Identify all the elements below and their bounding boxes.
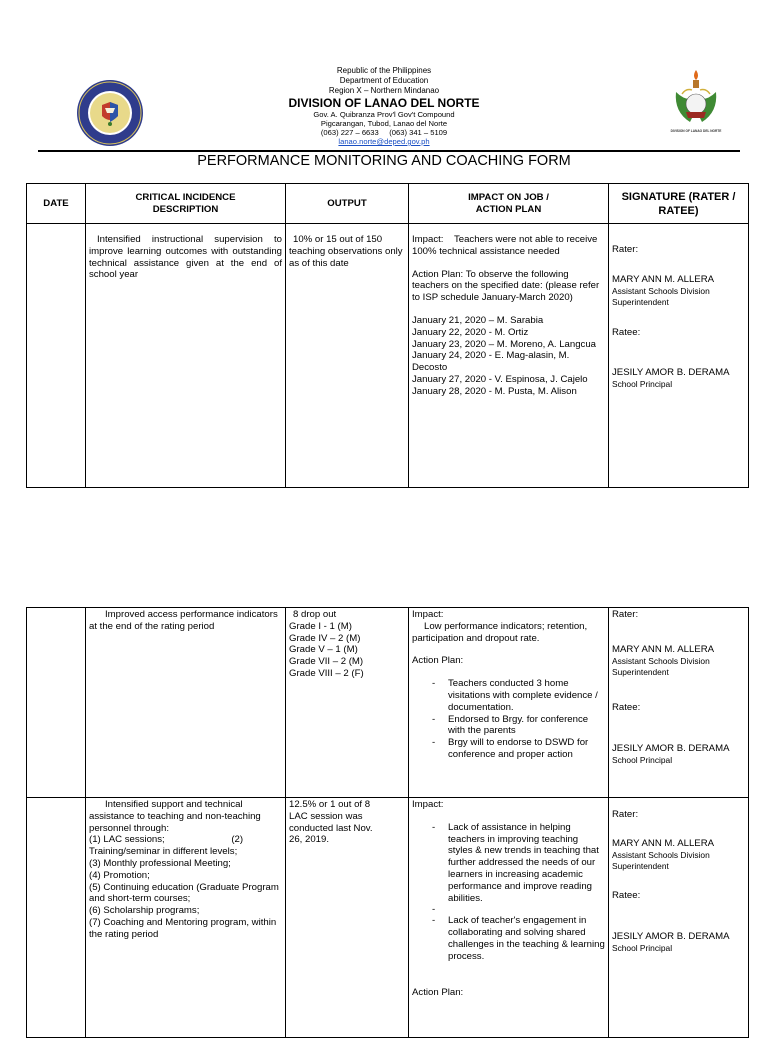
ratee-name: JESILY AMOR B. DERAMA bbox=[612, 366, 730, 378]
rater-name: MARY ANN M. ALLERA bbox=[612, 643, 715, 655]
col-header-critical: CRITICAL INCIDENCE DESCRIPTION bbox=[86, 184, 286, 224]
col-header-date: DATE bbox=[27, 184, 86, 224]
ratee-name: JESILY AMOR B. DERAMA bbox=[612, 930, 730, 942]
critical-cell bbox=[86, 798, 286, 1038]
schedule-item: January 22, 2020 - M. Ortiz bbox=[412, 326, 529, 338]
rater-name: MARY ANN M. ALLERA bbox=[612, 837, 715, 849]
col-header-signature: SIGNATURE (RATER / RATEE) bbox=[609, 184, 749, 224]
critical-text: Improved access performance indicators at the end of the rating period bbox=[89, 609, 278, 632]
impact-list bbox=[412, 822, 605, 963]
col-header-impact: IMPACT ON JOB / ACTION PLAN bbox=[409, 184, 609, 224]
output-line: Grade I - 1 (M) bbox=[289, 620, 352, 632]
impact-cell bbox=[409, 224, 609, 488]
email-line bbox=[0, 137, 768, 147]
ratee-position: School Principal bbox=[612, 942, 673, 953]
action-plan-label: Action Plan: bbox=[412, 655, 464, 667]
list-item: - Teachers conducted 3 home visitations with complete evidence / documentation. bbox=[448, 678, 605, 713]
date-cell bbox=[27, 608, 86, 798]
email-link[interactable]: lanao.norte@deped.gov.ph bbox=[338, 137, 430, 146]
list-spacer bbox=[448, 904, 605, 915]
monitoring-table-1 bbox=[26, 183, 749, 488]
output-text: 10% or 15 out of 150 teaching observations only as of this date bbox=[289, 234, 403, 269]
rater-position: Assistant Schools Division Superintendent bbox=[612, 655, 710, 678]
critical-item: (3) Monthly professional Meeting; bbox=[89, 857, 231, 869]
rater-label: Rater: bbox=[612, 609, 639, 620]
table-row bbox=[27, 224, 749, 488]
date-cell bbox=[27, 224, 86, 488]
schedule-item: January 23, 2020 – M. Moreno, A. Langcua bbox=[412, 338, 597, 350]
critical-item: Training/seminar in different levels; bbox=[89, 846, 238, 858]
output-line: Grade V – 1 (M) bbox=[289, 644, 358, 656]
action-plan-text: Action Plan: To observe the following teachers on the specified date: (please refer to ISP schedule January-March 2020) bbox=[412, 268, 600, 304]
ratee-position: School Principal bbox=[612, 754, 673, 765]
division-name: DIVISION OF LANAO DEL NORTE bbox=[288, 96, 480, 110]
address-line-1: Gov. A. Quibranza Prov'l Gov't Compound bbox=[313, 110, 455, 119]
rater-label: Rater: bbox=[612, 244, 639, 255]
impact-text: Impact: Teachers were not able to receive 100% technical assistance needed bbox=[412, 234, 603, 257]
ratee-label: Ratee: bbox=[612, 890, 641, 902]
ratee-label: Ratee: bbox=[612, 702, 641, 714]
ratee-name: JESILY AMOR B. DERAMA bbox=[612, 742, 730, 754]
signature-cell bbox=[609, 608, 749, 798]
critical-item: (7) Coaching and Mentoring program, within the rating period bbox=[89, 916, 277, 940]
department-line: Department of Education bbox=[339, 76, 429, 85]
rater-position: Assistant Schools Division Superintendent bbox=[612, 849, 710, 872]
address-line-2: Pigcarangan, Tubod, Lanao del Norte bbox=[320, 119, 448, 128]
rater-name: MARY ANN M. ALLERA bbox=[612, 273, 715, 285]
ratee-label: Ratee: bbox=[612, 327, 641, 339]
rater-label: Rater: bbox=[612, 809, 639, 820]
form-title: PERFORMANCE MONITORING AND COACHING FORM bbox=[197, 153, 571, 169]
schedule-item: January 27, 2020 - V. Espinosa, J. Cajelo bbox=[412, 373, 588, 385]
signature-cell bbox=[609, 798, 749, 1038]
critical-intro: Intensified support and technical assistance to teaching and non-teaching personnel through: bbox=[89, 799, 261, 834]
output-cell bbox=[286, 224, 409, 488]
table-row bbox=[27, 798, 749, 1038]
phone-line: (063) 227 – 6633 (063) 341 – 5109 bbox=[320, 128, 448, 137]
schedule-item: January 21, 2020 – M. Sarabia bbox=[412, 314, 544, 326]
output-text: 12.5% or 1 out of 8 LAC session was conducted last Nov. 26, 2019. bbox=[289, 799, 373, 846]
date-cell bbox=[27, 798, 86, 1038]
list-item: - Endorsed to Brgy. for conference with the parents bbox=[448, 714, 605, 738]
critical-cell bbox=[86, 608, 286, 798]
action-list bbox=[412, 678, 605, 761]
critical-item: (5) Continuing education (Graduate Program and short-term courses; bbox=[89, 881, 279, 905]
impact-label: Impact: bbox=[412, 609, 444, 620]
critical-item: (6) Scholarship programs; bbox=[89, 905, 200, 917]
critical-cell bbox=[86, 224, 286, 488]
critical-item: (4) Promotion; bbox=[89, 869, 150, 881]
critical-text: Intensified instructional supervision to improve learning outcomes with outstanding technical assistance given at the end of school year bbox=[89, 234, 282, 281]
signature-cell bbox=[609, 224, 749, 488]
division-logo-caption: DIVISION OF LANAO DEL NORTE bbox=[670, 129, 722, 133]
impact-cell bbox=[409, 798, 609, 1038]
list-item: - Lack of assistance in helping teachers in improving teaching styles & new trends in teaching that further addressed the needs of our learners in increasing academic performance and improve reading abilities. bbox=[448, 822, 605, 905]
ratee-position: School Principal bbox=[612, 378, 673, 389]
critical-item: (1) LAC sessions; (2) bbox=[89, 834, 244, 846]
output-cell bbox=[286, 608, 409, 798]
schedule-item: January 24, 2020 - E. Mag-alasin, M. Decosto bbox=[412, 350, 570, 374]
impact-cell bbox=[409, 608, 609, 798]
impact-label: Impact: bbox=[412, 799, 444, 810]
output-cell bbox=[286, 798, 409, 1038]
rater-position: Assistant Schools Division Superintendent bbox=[612, 285, 710, 308]
region-line: Region X – Northern Mindanao bbox=[328, 86, 440, 95]
table-row bbox=[27, 608, 749, 798]
output-intro: 8 drop out bbox=[293, 609, 337, 620]
schedule-item: January 28, 2020 - M. Pusta, M. Alison bbox=[412, 385, 577, 397]
output-line: Grade VII – 2 (M) bbox=[289, 656, 364, 668]
list-item: - Lack of teacher's engagement in collaborating and solving shared challenges in the teaching & learning process. bbox=[448, 915, 605, 962]
action-plan-label: Action Plan: bbox=[412, 986, 464, 998]
impact-text: Low performance indicators; retention, participation and dropout rate. bbox=[412, 620, 588, 644]
output-line: Grade VIII – 2 (F) bbox=[289, 667, 364, 679]
monitoring-table-2 bbox=[26, 607, 749, 1038]
republic-line: Republic of the Philippines bbox=[336, 66, 432, 75]
list-item: - Brgy will to endorse to DSWD for conference and proper action bbox=[448, 737, 605, 761]
output-line: Grade IV – 2 (M) bbox=[289, 632, 361, 644]
col-header-output: OUTPUT bbox=[286, 184, 409, 224]
